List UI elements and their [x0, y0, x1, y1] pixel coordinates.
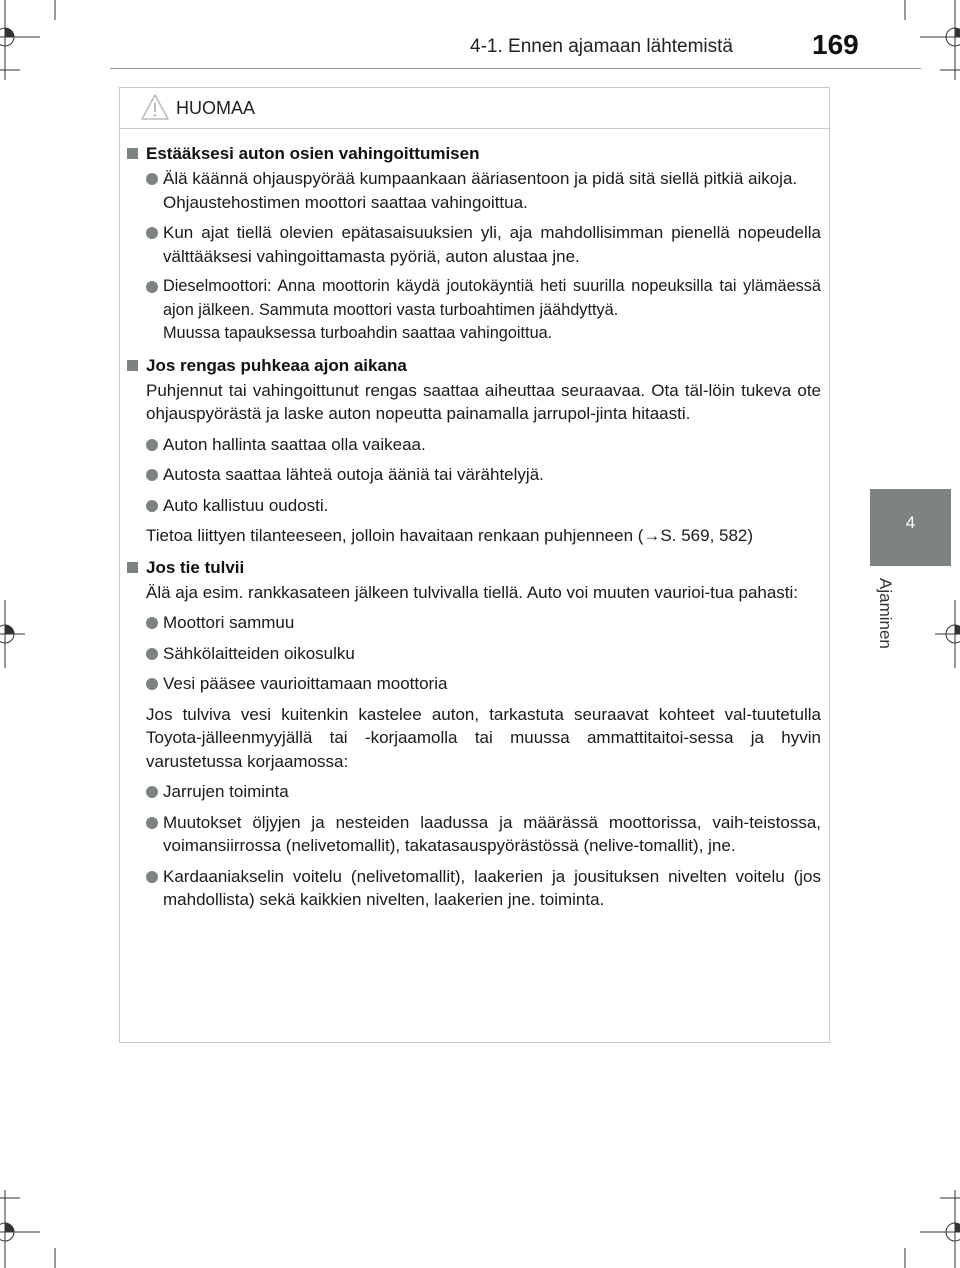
chapter-label-text: Ajaminen — [876, 578, 895, 649]
bullet-item: Kun ajat tiellä olevien epätasaisuuksien yli, aja mahdollisimman pienellä nopeudella välttääksesi vahingoittamasta pyöriä, auton alustaa jne. — [127, 221, 821, 268]
round-bullet-icon — [146, 648, 158, 660]
bullet-item: Älä käännä ohjauspyörää kumpaankaan ääriasentoon ja pidä sitä siellä pitkiä aikoja. Ohjaustehostimen moottori saattaa vahingoittua. — [127, 167, 821, 214]
round-bullet-icon — [146, 281, 158, 293]
header-divider — [110, 68, 921, 69]
section-heading: Jos rengas puhkeaa ajon aikana — [127, 355, 821, 377]
square-bullet-icon — [127, 360, 138, 371]
round-bullet-icon — [146, 439, 158, 451]
bullet-item: Dieselmoottori: Anna moottorin käydä joutokäyntiä heti suurilla nopeuksilla tai ylämäessä ajon jälkeen. Sammuta moottori vasta turboahtimen jäähdyttyä. Muussa tapauksessa turboahdin saattaa vahingoittua. — [127, 275, 821, 346]
paragraph: Puhjennut tai vahingoittunut rengas saattaa aiheuttaa seuraavaa. Ota täl-löin tukeva ote ohjauspyörästä ja laske auton nopeutta painamalla jarrupol-jinta hitaasti. — [146, 380, 821, 423]
bullet-item: Muutokset öljyjen ja nesteiden laadussa ja määrässä moottorissa, vaih-teistossa, voimansiirrossa (nelivetomallit), takatasauspyörästössä (nelive-tomallit), jne. — [127, 811, 821, 858]
bullet-item: Auton hallinta saattaa olla vaikeaa. — [127, 433, 821, 457]
paragraph: Jos tulviva vesi kuitenkin kastelee auton, tarkastuta seuraavat kohteet val-tuutetulla Toyota-jälleenmyyjällä tai -korjaamolla tai muussa ammattitaitoi-sessa ja hyvin varustetussa korjaamossa: — [146, 704, 821, 771]
notice-title: HUOMAA — [176, 98, 256, 118]
section-heading: Jos tie tulvii — [127, 557, 821, 579]
chapter-tab — [870, 489, 951, 566]
paragraph-page-reference: Tietoa liittyen tilanteeseen, jolloin havaitaan renkaan puhjenneen (→S. 569, 582) — [146, 526, 754, 545]
notice-body — [120, 129, 829, 912]
round-bullet-icon — [146, 871, 158, 883]
round-bullet-icon — [146, 173, 158, 185]
round-bullet-icon — [146, 227, 158, 239]
round-bullet-icon — [146, 786, 158, 798]
paragraph: Älä aja esim. rankkasateen jälkeen tulvivalla tiellä. Auto voi muuten vaurioi-tua pahasti: — [146, 582, 799, 602]
section-header: 4-1. Ennen ajamaan lähtemistä — [470, 36, 733, 57]
notice-header — [120, 88, 829, 129]
notice-box — [119, 87, 830, 1043]
round-bullet-icon — [146, 469, 158, 481]
bullet-item: Vesi pääsee vaurioittamaan moottoria — [127, 672, 821, 696]
section-heading: Estääksesi auton osien vahingoittumisen — [127, 143, 821, 165]
bullet-item: Auto kallistuu oudosti. — [127, 494, 821, 518]
page-number: 169 — [812, 29, 859, 60]
bullet-item: Moottori sammuu — [127, 611, 821, 635]
warning-triangle-icon — [140, 93, 170, 121]
round-bullet-icon — [146, 500, 158, 512]
round-bullet-icon — [146, 617, 158, 629]
round-bullet-icon — [146, 817, 158, 829]
square-bullet-icon — [127, 562, 138, 573]
round-bullet-icon — [146, 678, 158, 690]
bullet-item: Autosta saattaa lähteä outoja ääniä tai värähtelyjä. — [127, 463, 821, 487]
bullet-item: Kardaaniakselin voitelu (nelivetomallit), laakerien ja jousituksen nivelten voitelu (jos mahdollista) sekä kaikkien nivelten, laakerien jne. toiminta. — [127, 865, 821, 912]
notice-section — [127, 355, 821, 548]
bullet-item: Jarrujen toiminta — [127, 780, 821, 804]
square-bullet-icon — [127, 148, 138, 159]
bullet-item: Sähkölaitteiden oikosulku — [127, 642, 821, 666]
notice-section — [127, 557, 821, 912]
chapter-label — [875, 578, 905, 668]
notice-section — [127, 143, 821, 346]
chapter-number: 4 — [905, 513, 916, 532]
